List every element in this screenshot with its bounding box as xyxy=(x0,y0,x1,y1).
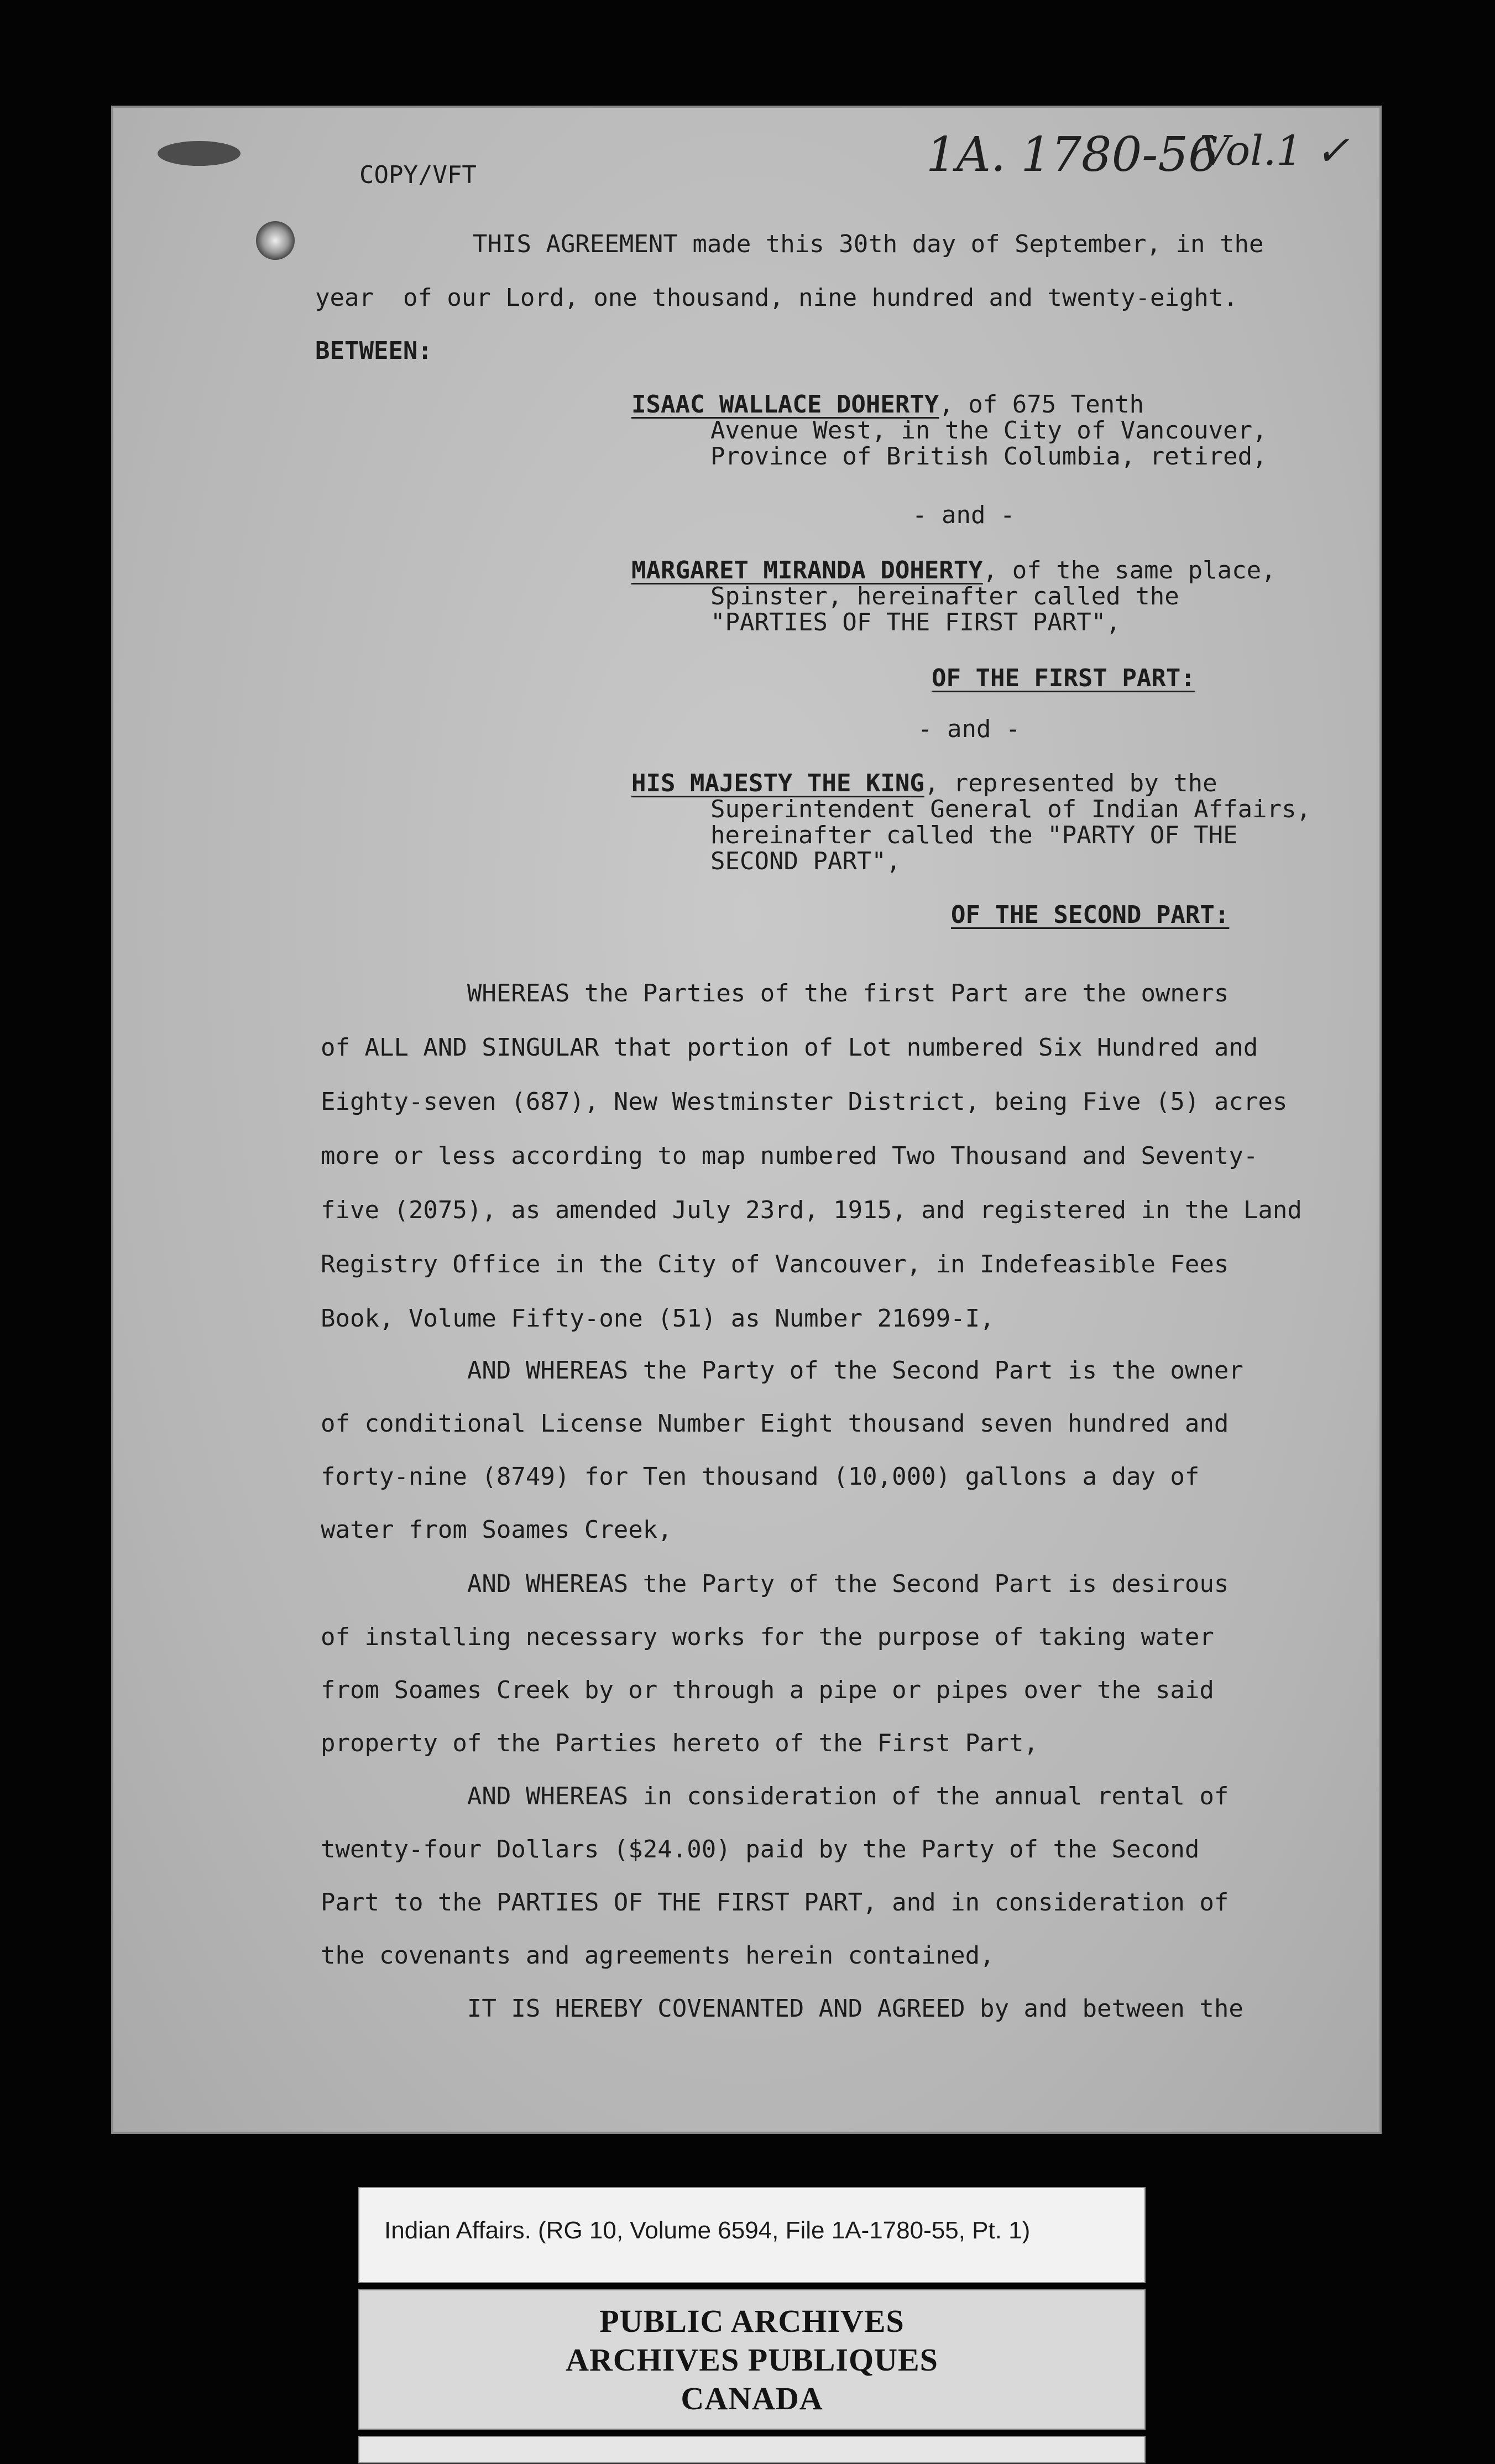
body-line: IT IS HEREBY COVENANTED AND AGREED by and between the xyxy=(321,1995,1243,2023)
party3-line2: Superintendent General of Indian Affairs, xyxy=(710,795,1311,823)
and-separator-2: - and - xyxy=(918,715,1021,743)
archive-reference-label xyxy=(358,2187,1146,2283)
stamp-line-2: ARCHIVES PUBLIQUES xyxy=(566,2342,938,2378)
opening-line-2: year of our Lord, one thousand, nine hundred and twenty-eight. xyxy=(315,284,1238,312)
party1-line3: Province of British Columbia, retired, xyxy=(710,442,1267,471)
party3-line4: SECOND PART", xyxy=(710,847,901,875)
first-part-heading: OF THE FIRST PART: xyxy=(932,664,1195,692)
party1-line1 xyxy=(631,390,1144,419)
body-line: AND WHEREAS the Party of the Second Part is the owner xyxy=(321,1356,1243,1385)
body-line: of installing necessary works for the purpose of taking water xyxy=(321,1623,1214,1651)
body-line: twenty-four Dollars ($24.00) paid by the Party of the Second xyxy=(321,1835,1200,1863)
second-part-heading: OF THE SECOND PART: xyxy=(951,901,1230,929)
body-line: forty-nine (8749) for Ten thousand (10,000) gallons a day of xyxy=(321,1463,1200,1491)
handwritten-volume: Vol.1 ✓ xyxy=(1200,127,1350,175)
body-line: five (2075), as amended July 23rd, 1915, and registered in the Land xyxy=(321,1196,1302,1224)
ink-smudge xyxy=(158,141,241,166)
party3-line1-rest: , represented by the xyxy=(924,769,1217,797)
party2-name: MARGARET MIRANDA DOHERTY xyxy=(631,556,983,584)
stamp-line-1: PUBLIC ARCHIVES xyxy=(599,2303,905,2339)
body-line: property of the Parties hereto of the First Part, xyxy=(321,1729,1039,1757)
copy-mark: COPY/VFT xyxy=(359,161,477,189)
between-label: BETWEEN: xyxy=(315,337,432,365)
party3-name: HIS MAJESTY THE KING xyxy=(631,769,924,797)
body-line: AND WHEREAS in consideration of the annual rental of xyxy=(321,1782,1229,1810)
body-line: Eighty-seven (687), New Westminster District, being Five (5) acres xyxy=(321,1088,1288,1116)
party1-line1-rest: , of 675 Tenth xyxy=(939,390,1144,419)
body-line: from Soames Creek by or through a pipe or pipes over the said xyxy=(321,1676,1214,1704)
body-line: Book, Volume Fifty-one (51) as Number 21699-I, xyxy=(321,1304,995,1333)
body-line: more or less according to map numbered Two Thousand and Seventy- xyxy=(321,1142,1258,1170)
party1-name: ISAAC WALLACE DOHERTY xyxy=(631,390,939,419)
body-line: of conditional License Number Eight thousand seven hundred and xyxy=(321,1410,1229,1438)
archives-stamp xyxy=(358,2289,1146,2430)
document-page xyxy=(113,108,1379,2132)
archive-reference-text: Indian Affairs. (RG 10, Volume 6594, File 1A-1780-55, Pt. 1) xyxy=(384,2217,1031,2244)
party3-line1 xyxy=(631,771,1217,796)
party1-line2: Avenue West, in the City of Vancouver, xyxy=(710,416,1267,445)
body-line: of ALL AND SINGULAR that portion of Lot numbered Six Hundred and xyxy=(321,1033,1258,1062)
body-line: the covenants and agreements herein contained, xyxy=(321,1941,995,1970)
body-line: water from Soames Creek, xyxy=(321,1516,672,1544)
party2-line1 xyxy=(631,558,1276,583)
body-line: Registry Office in the City of Vancouver, in Indefeasible Fees xyxy=(321,1250,1229,1278)
party3-line3: hereinafter called the "PARTY OF THE xyxy=(710,821,1238,849)
body-line: WHEREAS the Parties of the first Part are the owners xyxy=(321,979,1229,1007)
party2-line3: "PARTIES OF THE FIRST PART", xyxy=(710,608,1121,636)
body-line: AND WHEREAS the Party of the Second Part is desirous xyxy=(321,1570,1229,1598)
body-line: Part to the PARTIES OF THE FIRST PART, and in consideration of xyxy=(321,1888,1229,1917)
stamp-line-3: CANADA xyxy=(681,2381,823,2416)
party2-line2: Spinster, hereinafter called the xyxy=(710,582,1179,610)
opening-line-1: THIS AGREEMENT made this 30th day of September, in the xyxy=(473,230,1264,258)
party2-line1-rest: , of the same place, xyxy=(982,556,1276,584)
punch-hole xyxy=(256,221,295,260)
handwritten-file-number: 1A. 1780-56 xyxy=(926,127,1219,182)
label-bottom-strip xyxy=(358,2436,1146,2463)
and-separator-1: - and - xyxy=(912,501,1015,529)
